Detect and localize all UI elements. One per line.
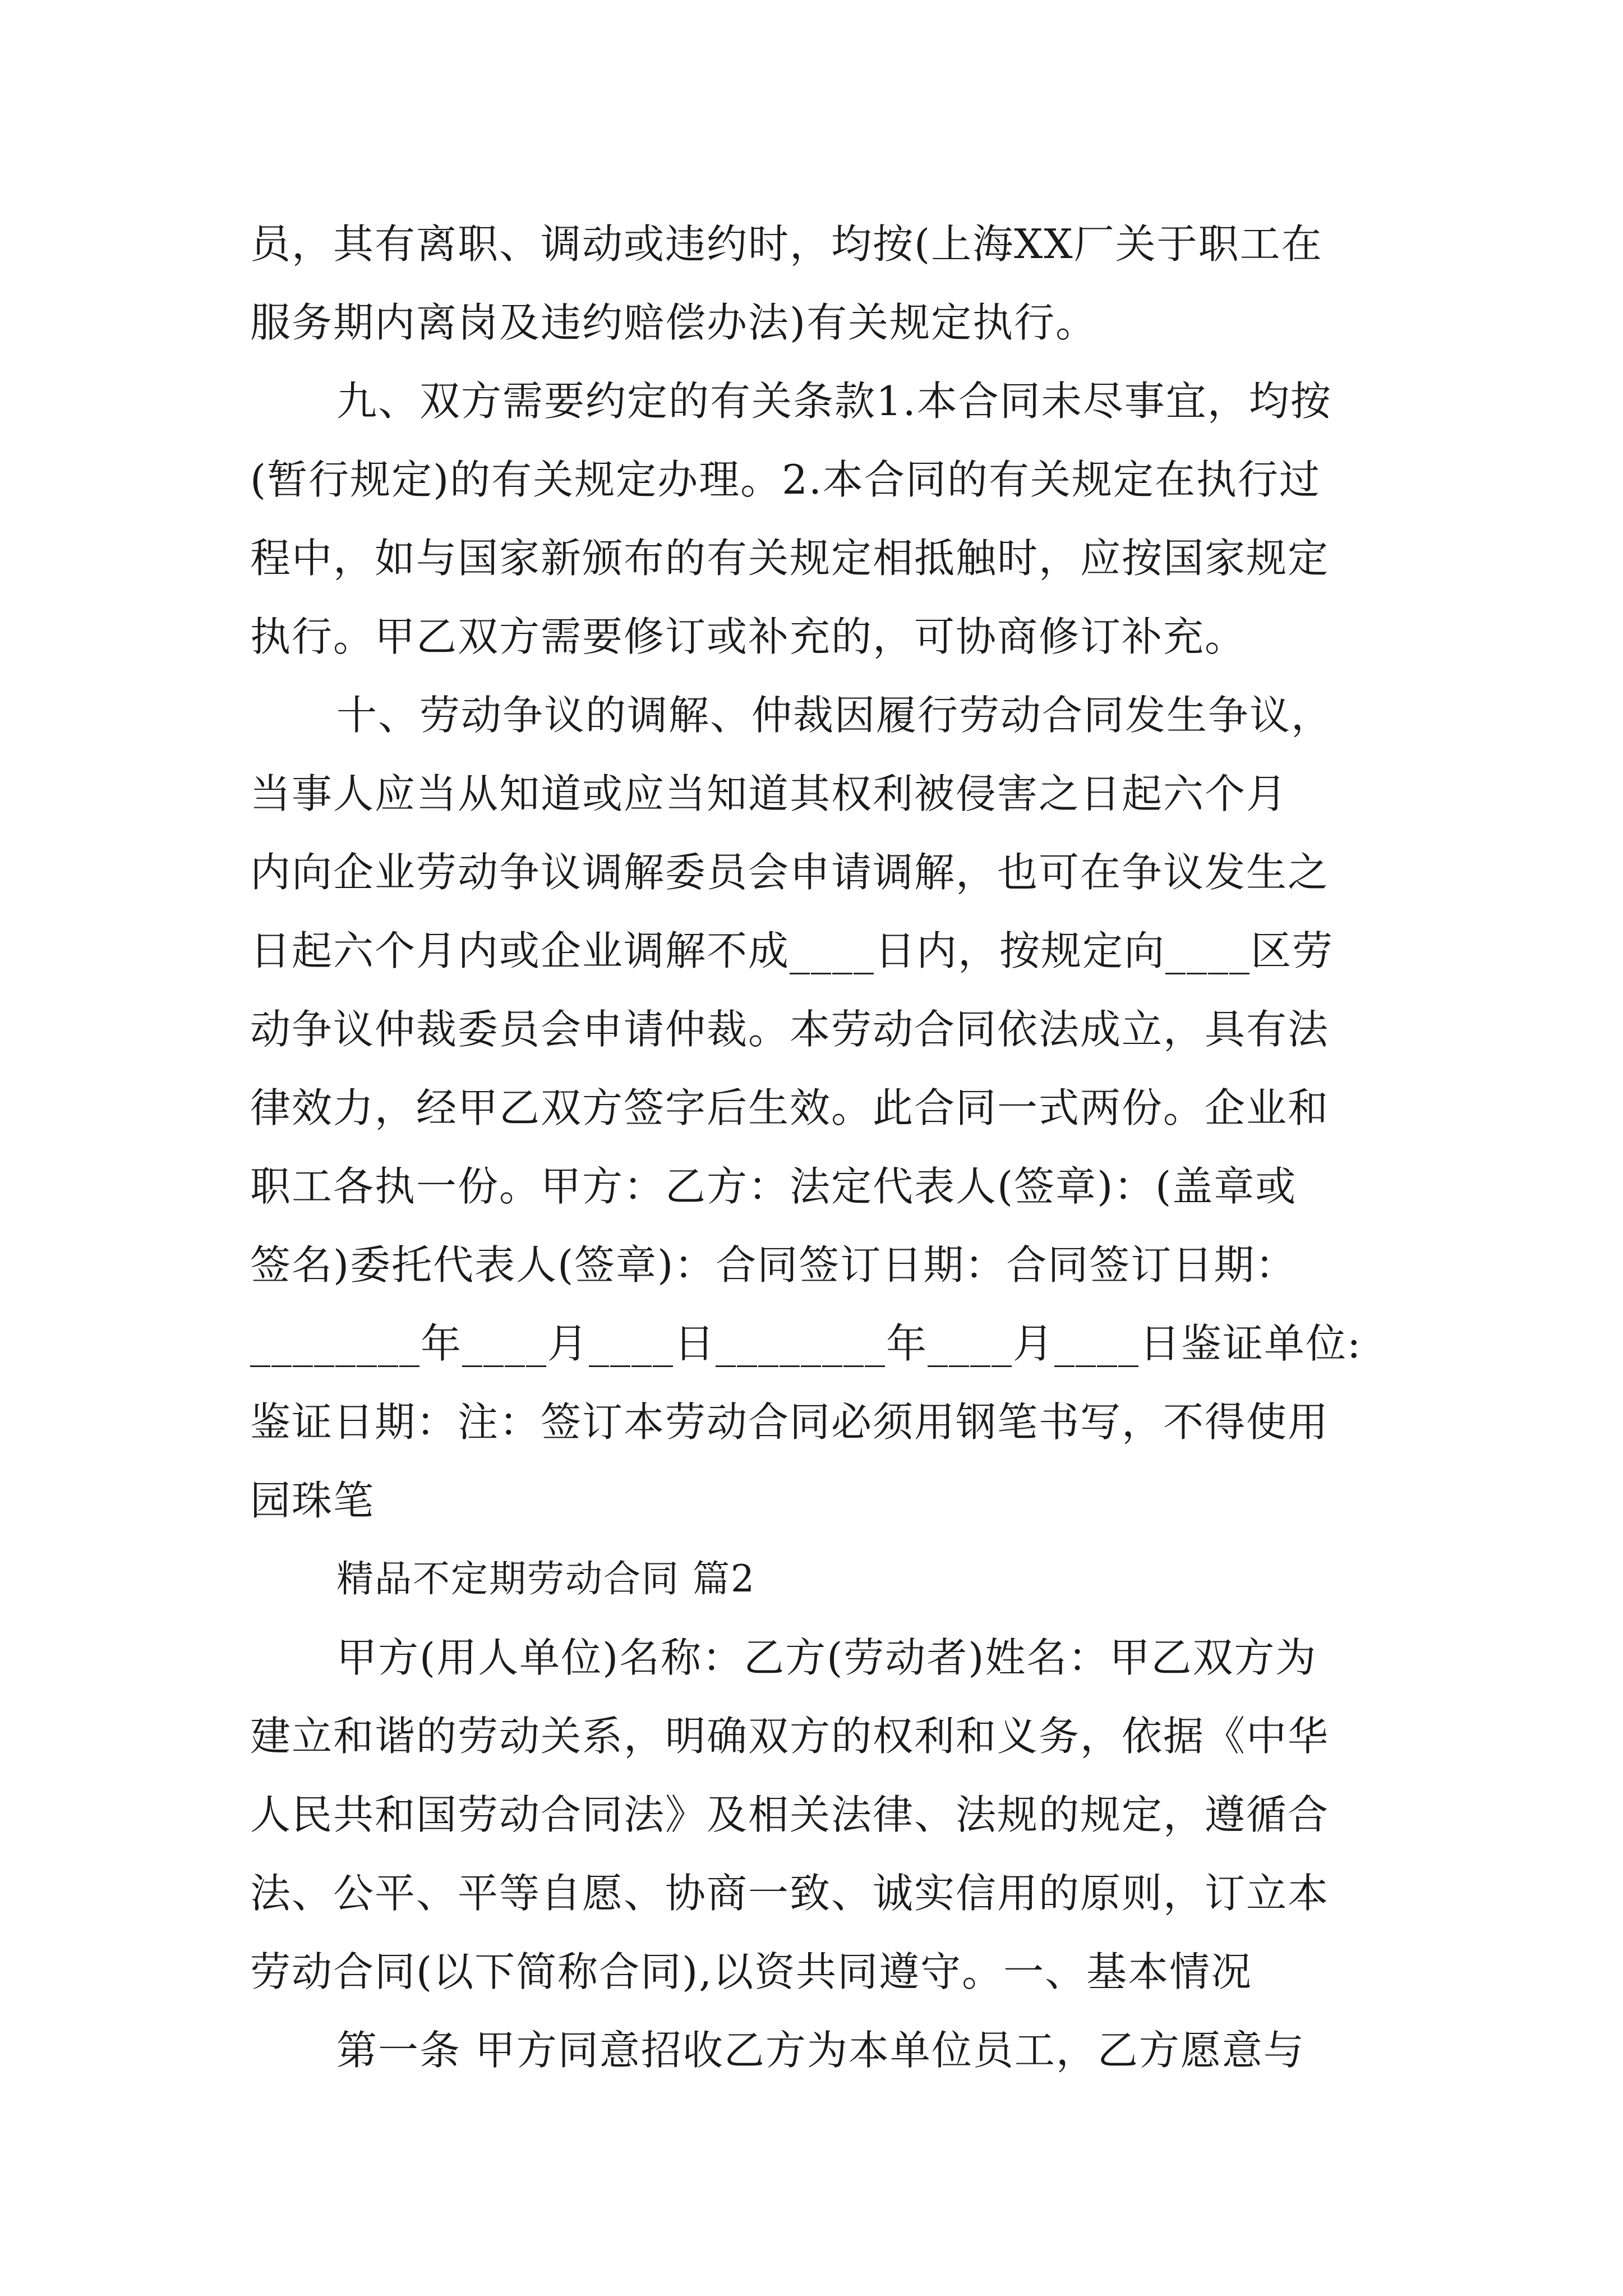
- text-line: 第一条 甲方同意招收乙方为本单位员工，乙方愿意与: [336, 2027, 1305, 2074]
- text-line: 服务期内离岗及违约赔偿办法)有关规定执行。: [250, 299, 1098, 346]
- text-line: 动争议仲裁委员会申请仲裁。本劳动合同依法成立，具有法: [250, 1006, 1330, 1053]
- text-line: 员，其有离职、调动或违约时，均按(上海XX厂关于职工在: [250, 220, 1323, 268]
- text-line: 九、双方需要约定的有关条款1.本合同未尽事宜，均按: [336, 378, 1332, 425]
- text-line: 建立和谐的劳动关系，明确双方的权利和义务，依据《中华: [250, 1713, 1330, 1760]
- text-line: 职工各执一份。甲方：乙方：法定代表人(签章)：(盖章或: [250, 1163, 1297, 1210]
- text-line: 律效力，经甲乙双方签字后生效。此合同一式两份。企业和: [250, 1084, 1330, 1131]
- text-line: 执行。甲乙双方需要修订或补充的，可协商修订补充。: [250, 613, 1247, 660]
- text-line: 甲方(用人单位)名称：乙方(劳动者)姓名：甲乙双方为: [336, 1634, 1317, 1681]
- text-line: 程中，如与国家新颁布的有关规定相抵触时，应按国家规定: [250, 535, 1330, 582]
- section-heading: 精品不定期劳动合同 篇2: [336, 1557, 755, 1600]
- text-line: ________年____月____日________年____月____日鉴证单位:: [250, 1320, 1362, 1367]
- text-line: 十、劳动争议的调解、仲裁因履行劳动合同发生争议，: [336, 692, 1333, 739]
- text-line: 人民共和国劳动合同法》及相关法律、法规的规定，遵循合: [250, 1791, 1330, 1838]
- text-line: 法、公平、平等自愿、协商一致、诚实信用的原则，订立本: [250, 1870, 1330, 1917]
- text-line: 日起六个月内或企业调解不成____日内，按规定向____区劳: [250, 927, 1334, 974]
- text-line: 劳动合同(以下简称合同),以资共同遵守。一、基本情况: [250, 1948, 1253, 1995]
- text-line: 内向企业劳动争议调解委员会申请调解，也可在争议发生之: [250, 849, 1330, 896]
- text-line: 鉴证日期：注：签订本劳动合同必须用钢笔书写，不得使用: [250, 1398, 1330, 1446]
- text-line: 当事人应当从知道或应当知道其权利被侵害之日起六个月: [250, 770, 1288, 817]
- text-line: (暂行规定)的有关规定办理。2.本合同的有关规定在执行过: [250, 456, 1321, 503]
- text-line: 园珠笔: [250, 1477, 375, 1524]
- text-line: 签名)委托代表人(签章)：合同签订日期：合同签订日期：: [250, 1241, 1297, 1289]
